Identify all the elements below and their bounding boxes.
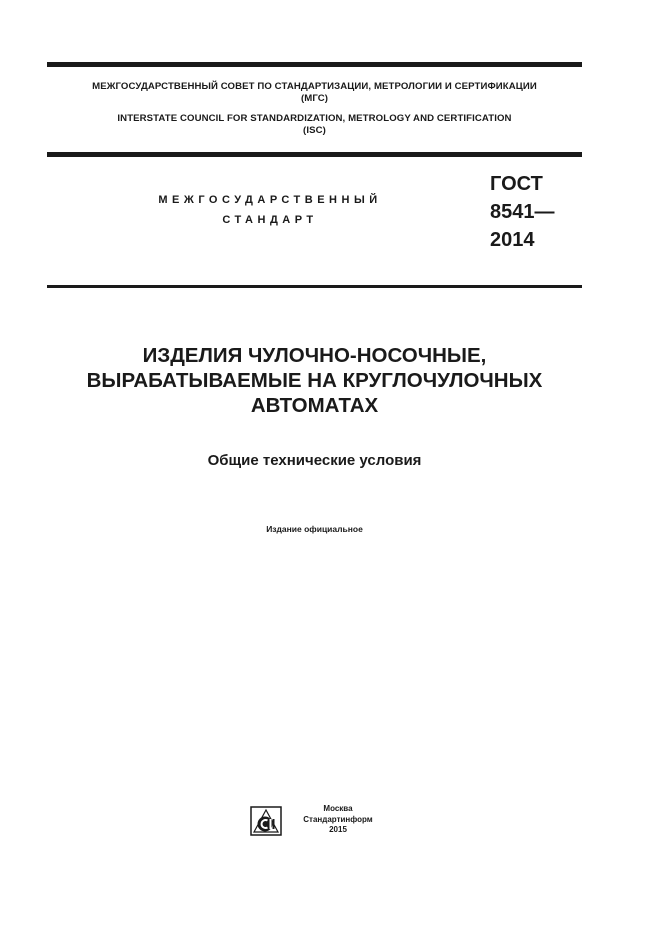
title-line1: ИЗДЕЛИЯ ЧУЛОЧНО-НОСОЧНЫЕ,	[142, 344, 487, 367]
council-en	[47, 113, 582, 137]
publisher-block	[250, 804, 400, 840]
mid-rule	[47, 285, 582, 288]
council-en-line1: INTERSTATE COUNCIL FOR STANDARDIZATION, METROLOGY AND CERTIFICATION	[117, 113, 512, 124]
header-bottom-rule	[47, 152, 582, 157]
gost-year: 2014	[490, 229, 535, 251]
document-title	[47, 343, 582, 418]
council-en-line2: (ISC)	[303, 125, 326, 136]
council-ru-line2: (МГС)	[300, 93, 329, 104]
publisher-name: Стандартинформ	[303, 814, 373, 824]
publisher-text	[290, 804, 386, 836]
publisher-year: 2015	[329, 825, 347, 834]
standard-type	[100, 190, 440, 230]
title-line2: ВЫРАБАТЫВАЕМЫЕ НА КРУГЛОЧУЛОЧНЫХ	[86, 369, 543, 392]
council-ru-line1: МЕЖГОСУДАРСТВЕННЫЙ СОВЕТ ПО СТАНДАРТИЗАЦИИ, МЕТРОЛОГИИ И СЕРТИФИКАЦИИ	[92, 81, 537, 92]
council-ru	[47, 81, 582, 105]
title-line3: АВТОМАТАХ	[250, 394, 379, 417]
gost-number: 8541—	[490, 201, 555, 223]
publisher-city: Москва	[323, 804, 353, 813]
edition-label: Издание официальное	[266, 524, 363, 534]
standard-type-line2: СТАНДАРТ	[222, 214, 318, 226]
top-rule	[47, 62, 582, 67]
standard-type-line1: МЕЖГОСУДАРСТВЕННЫЙ	[158, 194, 382, 206]
document-subtitle: Общие технические условия	[207, 452, 422, 469]
gost-designation	[490, 170, 555, 254]
standartinform-logo-icon	[250, 806, 282, 836]
gost-label: ГОСТ	[490, 173, 543, 195]
